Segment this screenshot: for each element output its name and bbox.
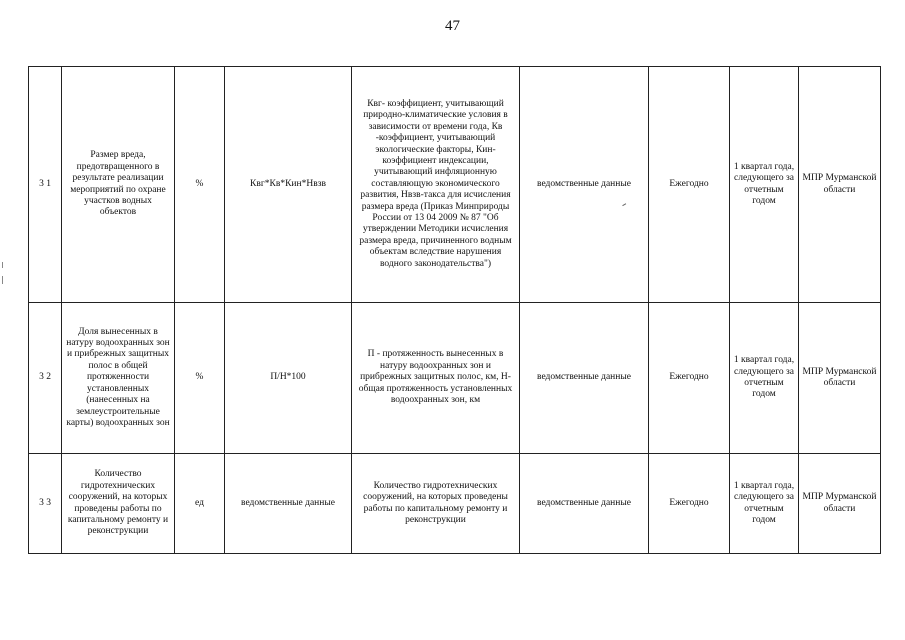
frequency: Ежегодно bbox=[649, 303, 730, 454]
responsible: МПР Мурманской области bbox=[799, 67, 881, 303]
indicators-table bbox=[28, 66, 881, 554]
method-description: Квг- коэффициент, учитывающий природно-климатические условия в зависимости от времени года, Кв -коэффициент, учитывающий экологические факторы, Кин- коэффициент индексации, учитывающий инфляционную составляющую экономического развития, Нвзв-такса для исчисления размера вреда (Приказ Минприроды России от 13 04 2009 № 87 "Об утверждении Методики исчисления размера вреда, причиненного водным объектам вследствие нарушения водного законодательства") bbox=[352, 67, 520, 303]
row-number: 3 1 bbox=[29, 67, 62, 303]
formula: ведомственные данные bbox=[225, 454, 352, 554]
row-number: 3 2 bbox=[29, 303, 62, 454]
page-number: 47 bbox=[445, 18, 460, 34]
row-number: 3 3 bbox=[29, 454, 62, 554]
indicator-name: Доля вынесенных в натуру водоохранных зон и прибрежных защитных полос в общей протяженности установленных (нанесенных на землеустроительные карты) водоохранных зон bbox=[62, 303, 175, 454]
unit: % bbox=[175, 303, 225, 454]
formula: П/Н*100 bbox=[225, 303, 352, 454]
scan-edge-mark bbox=[2, 262, 3, 268]
indicator-name: Размер вреда, предотвращенного в результате реализации мероприятий по охране участков водных объектов bbox=[62, 67, 175, 303]
deadline: 1 квартал года, следующего за отчетным годом bbox=[730, 454, 799, 554]
indicator-name: Количество гидротехнических сооружений, на которых проведены работы по капитальному ремонту и реконструкции bbox=[62, 454, 175, 554]
unit: % bbox=[175, 67, 225, 303]
frequency: Ежегодно bbox=[649, 67, 730, 303]
deadline: 1 квартал года, следующего за отчетным годом bbox=[730, 303, 799, 454]
deadline: 1 квартал года, следующего за отчетным годом bbox=[730, 67, 799, 303]
table-row bbox=[29, 303, 881, 454]
method-description: П - протяженность вынесенных в натуру водоохранных зон и прибрежных защитных полос, км, Н- общая протяженность установленных водоохранных зон, км bbox=[352, 303, 520, 454]
table-row bbox=[29, 454, 881, 554]
unit: ед bbox=[175, 454, 225, 554]
responsible: МПР Мурманской области bbox=[799, 454, 881, 554]
data-source: ведомственные данные bbox=[520, 454, 649, 554]
data-source: ведомственные данные bbox=[520, 67, 649, 303]
formula: Квг*Кв*Кин*Нвзв bbox=[225, 67, 352, 303]
frequency: Ежегодно bbox=[649, 454, 730, 554]
data-source: ведомственные данные bbox=[520, 303, 649, 454]
method-description: Количество гидротехнических сооружений, на которых проведены работы по капитальному ремонту и реконструкции bbox=[352, 454, 520, 554]
table-row bbox=[29, 67, 881, 303]
scan-edge-mark bbox=[2, 276, 3, 284]
responsible: МПР Мурманской области bbox=[799, 303, 881, 454]
